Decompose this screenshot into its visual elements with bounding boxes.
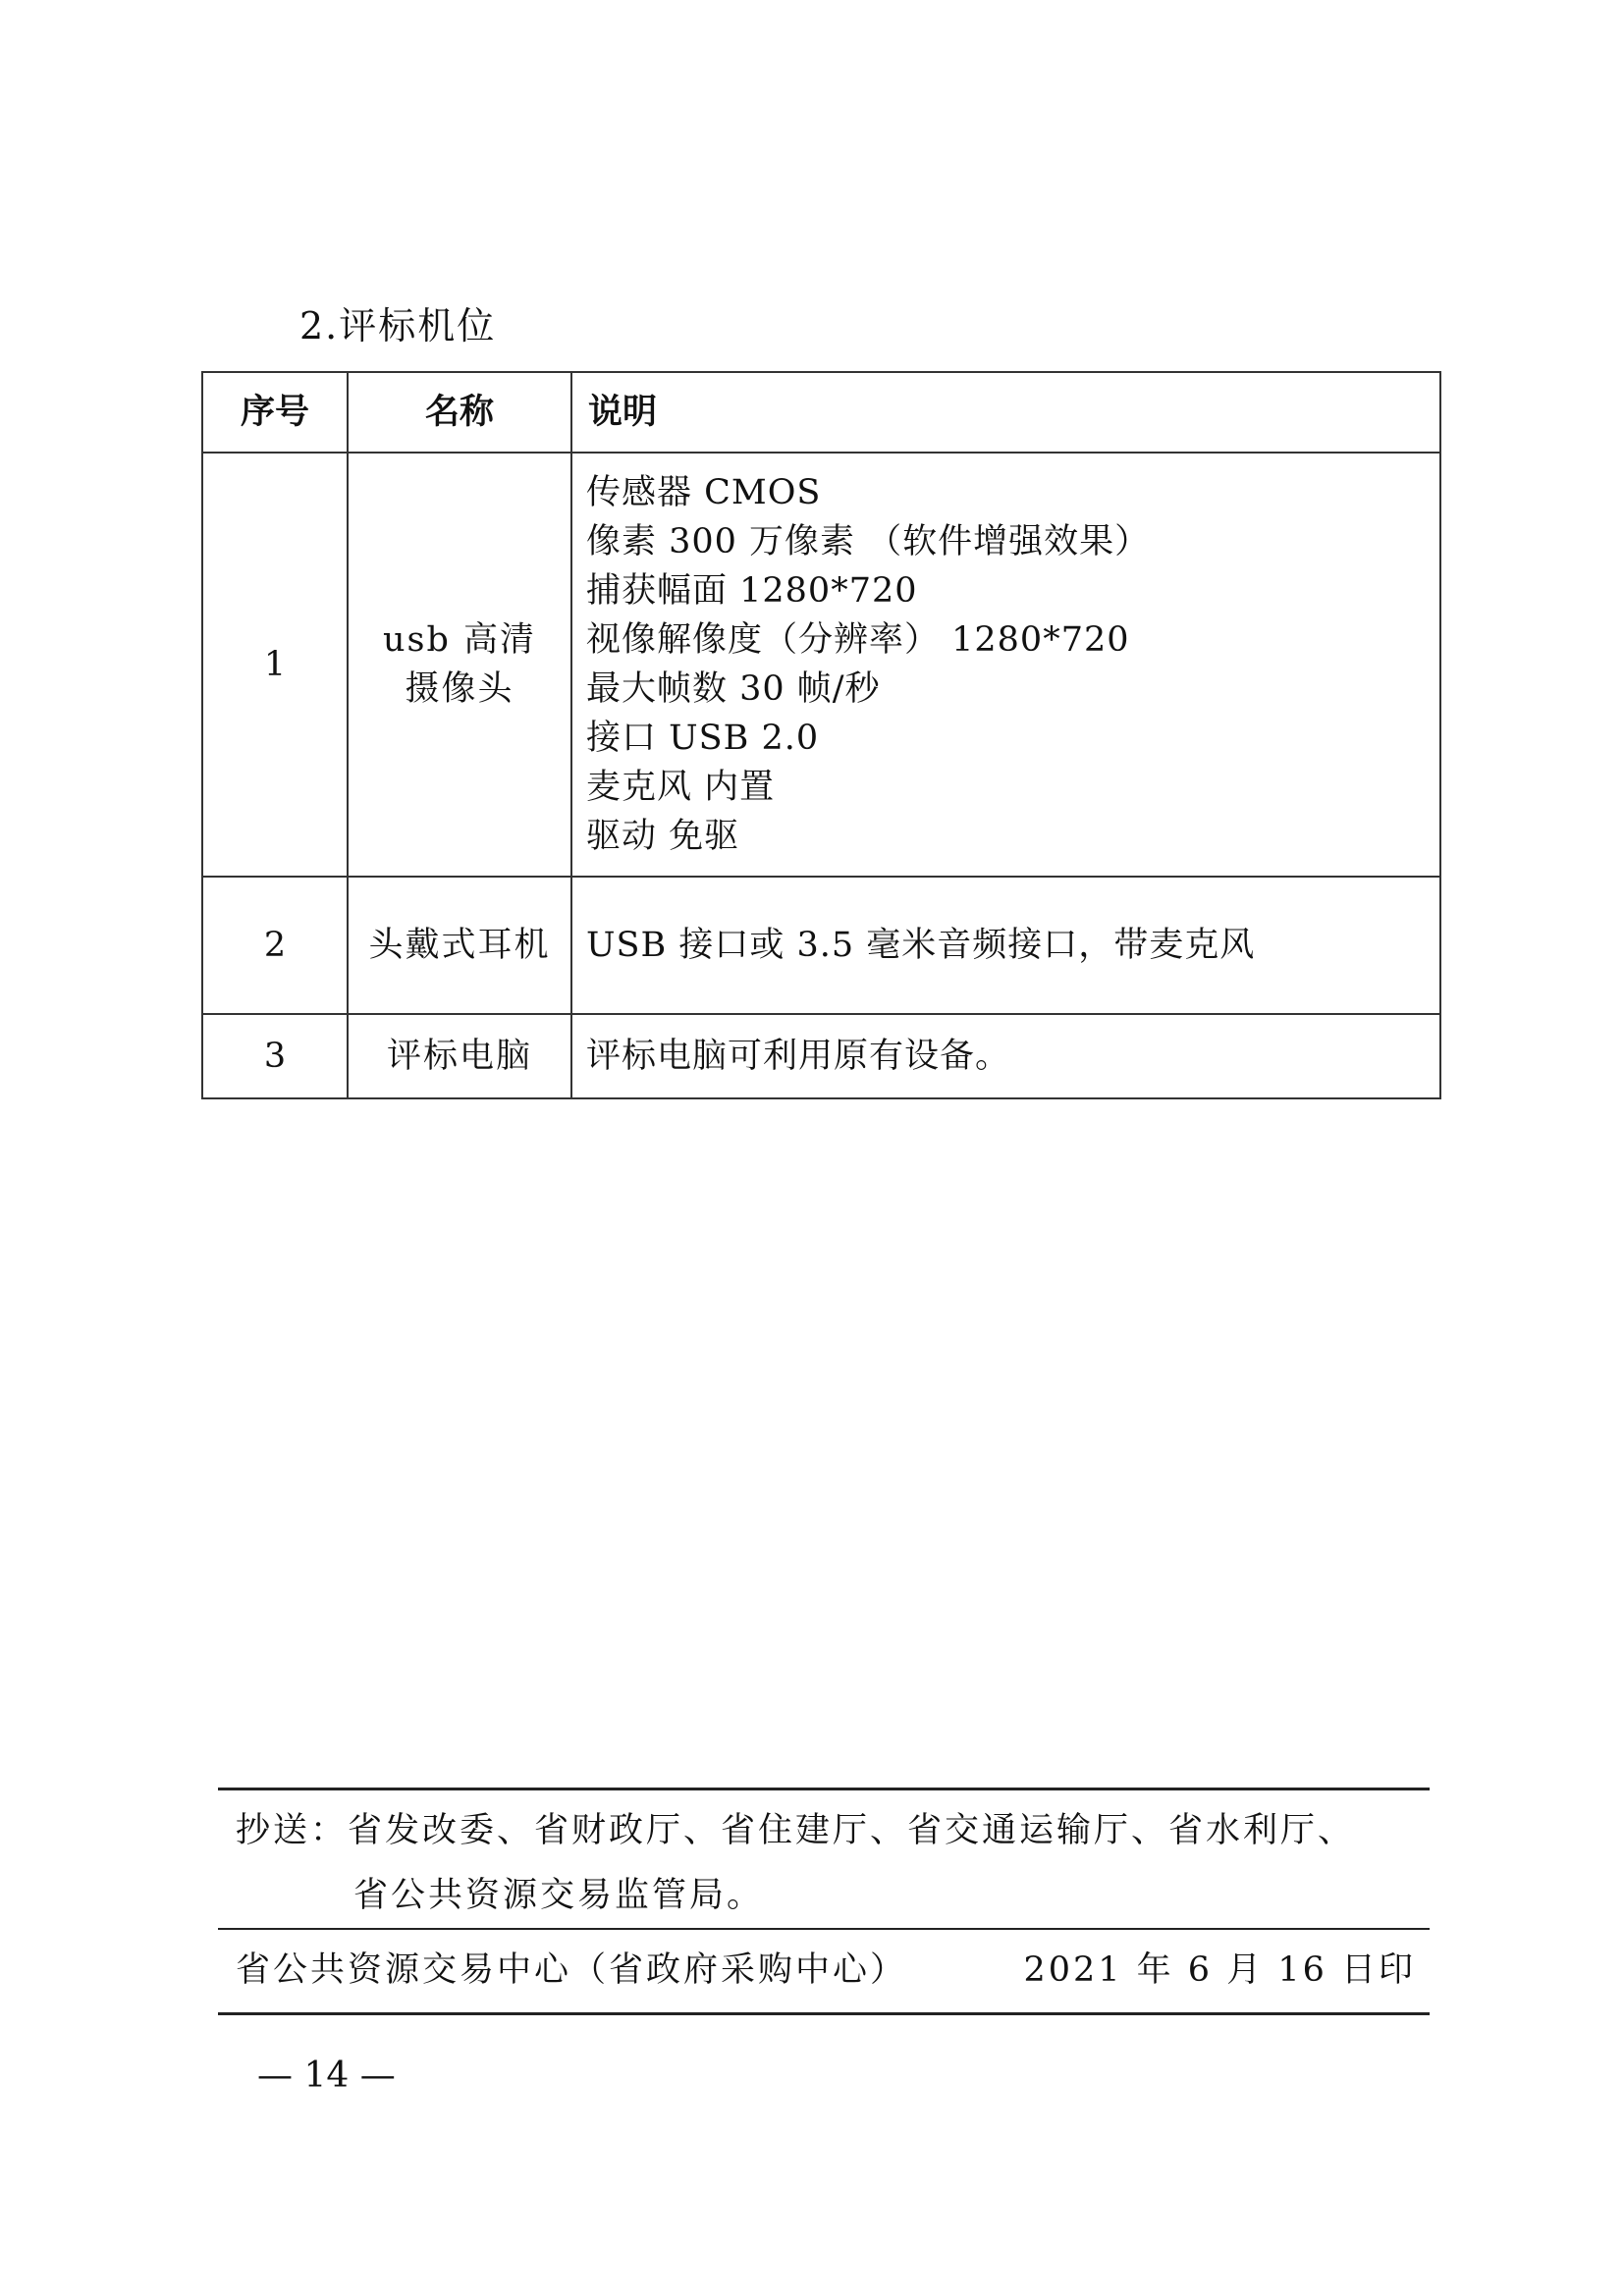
desc-line: 像素 300 万像素 （软件增强效果） [586, 522, 1151, 561]
row-name: 评标电脑 [348, 1014, 571, 1098]
row-name [348, 453, 571, 877]
header-seq: 序号 [202, 372, 348, 453]
row-seq: 1 [202, 453, 348, 877]
table-row [202, 1014, 1440, 1098]
desc-line: 最大帧数 30 帧/秒 [586, 669, 881, 709]
table-row [202, 877, 1440, 1014]
row-seq: 3 [202, 1014, 348, 1098]
cc-recipients: 抄送：省发改委、省财政厅、省住建厅、省交通运输厅、省水利厅、 [236, 1811, 1356, 1850]
table-row [202, 453, 1440, 877]
desc-line: 传感器 CMOS [586, 473, 822, 512]
desc-line: 视像解像度（分辨率） 1280*720 [586, 620, 1130, 660]
spec-table [201, 371, 1441, 1099]
desc-line: 驱动 免驱 [586, 817, 740, 856]
desc-line: 捕获幅面 1280*720 [586, 571, 918, 611]
desc-line: 麦克风 内置 [586, 768, 776, 807]
desc-line: USB 接口或 3.5 毫米音频接口，带麦克风 [586, 926, 1256, 965]
header-name: 名称 [348, 372, 571, 453]
footer-rule-top [218, 1788, 1430, 1790]
cc-recipients-continued: 省公共资源交易监管局。 [353, 1876, 765, 1915]
footer-rule-middle [218, 1928, 1430, 1930]
section-heading: 2.评标机位 [299, 304, 497, 347]
row-name: 头戴式耳机 [348, 877, 571, 1014]
print-date: 2021 年 6 月 16 日印 [1023, 1950, 1416, 1990]
row-desc [571, 1014, 1440, 1098]
row-desc [571, 877, 1440, 1014]
desc-line: 接口 USB 2.0 [586, 719, 820, 758]
page-number: — 14 — [257, 2056, 396, 2096]
row-name-text: usb 高清摄像头 [382, 620, 537, 709]
table-header-row [202, 372, 1440, 453]
row-seq: 2 [202, 877, 348, 1014]
desc-line: 评标电脑可利用原有设备。 [586, 1037, 1011, 1076]
header-desc: 说明 [571, 372, 1440, 453]
row-desc [571, 453, 1440, 877]
issuer: 省公共资源交易中心（省政府采购中心） [236, 1950, 908, 1990]
footer-rule-bottom [218, 2012, 1430, 2015]
